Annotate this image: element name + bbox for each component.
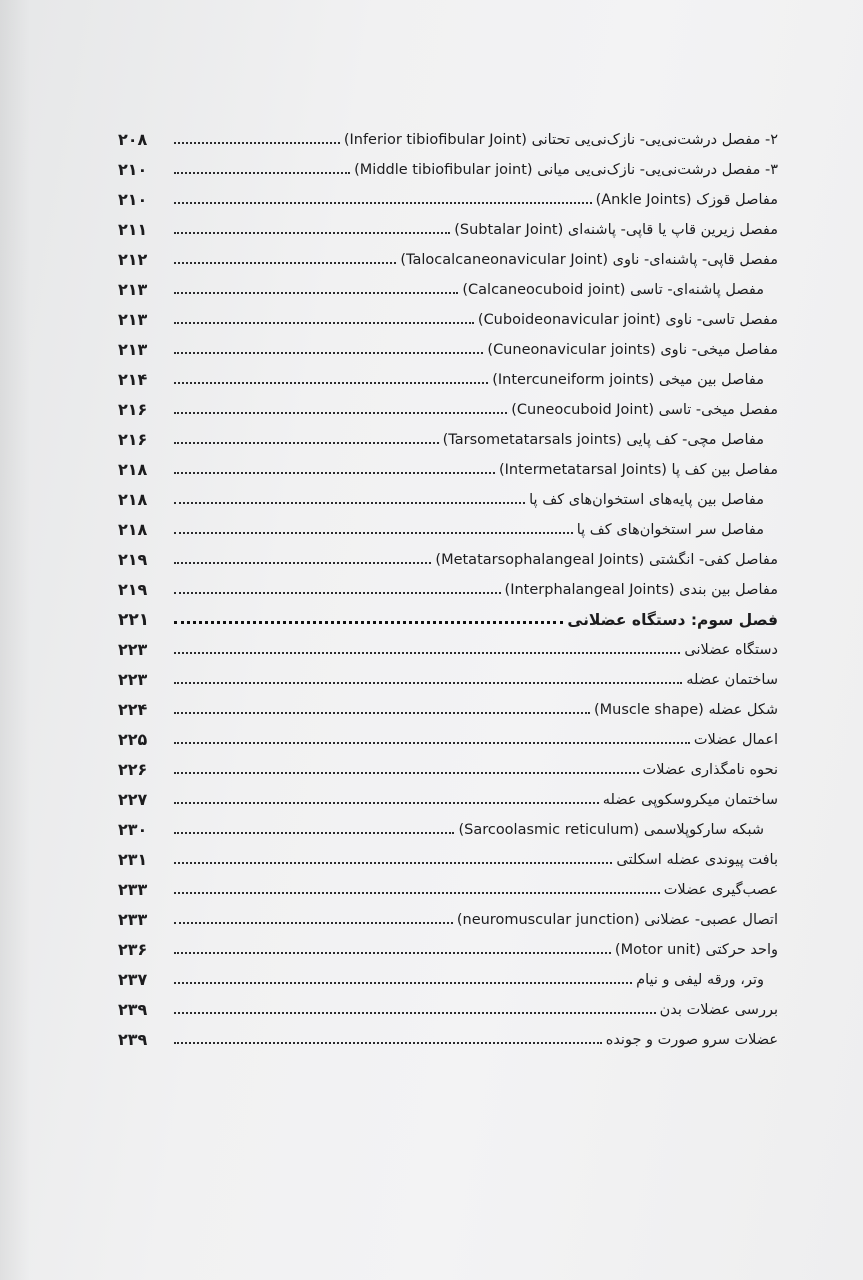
- toc-entry-page-number: ۲۱۳: [118, 340, 148, 359]
- toc-entry-title: اعمال عضلات: [693, 732, 778, 748]
- toc-entry: [118, 420, 778, 450]
- toc-entry: [118, 360, 778, 390]
- toc-entry: [118, 510, 778, 540]
- dot-leader: [174, 952, 611, 954]
- toc-entry-title: مفاصل بین پایه‌های استخوان‌های کف پا: [529, 492, 764, 508]
- toc-entry-page-number: ۲۳۷: [118, 970, 148, 989]
- dot-leader: [174, 652, 680, 654]
- chapter-heading-entry: [118, 600, 778, 630]
- toc-entry: [118, 750, 778, 780]
- toc-entry-page-number: ۲۲۱: [118, 610, 150, 630]
- toc-entry-title: مفصل پاشنه‌ای- تاسی (Calcaneocuboid joint): [462, 282, 764, 298]
- toc-entry-page-number: ۲۲۷: [118, 790, 148, 809]
- dot-leader: [174, 562, 431, 564]
- toc-entry-page-number: ۲۱۶: [118, 430, 148, 449]
- toc-entry-page-number: ۲۲۳: [118, 670, 148, 689]
- toc-entry-title: بافت پیوندی عضله اسکلتی: [616, 852, 778, 868]
- toc-entry: [118, 330, 778, 360]
- toc-entry: [118, 450, 778, 480]
- toc-entry-page-number: ۲۱۸: [118, 460, 148, 479]
- toc-entry: [118, 480, 778, 510]
- toc-entry: [118, 960, 778, 990]
- toc-entry-title: مفاصل قوزک (Ankle Joints): [595, 192, 778, 208]
- toc-entry-title: شبکه سارکوپلاسمی (Sarcoolasmic reticulum): [458, 822, 764, 838]
- toc-entry-page-number: ۲۱۹: [118, 580, 148, 599]
- toc-entry-title: مفاصل میخی- ناوی (Cuneonavicular joints): [487, 342, 778, 358]
- toc-entry-page-number: ۲۱۲: [118, 250, 148, 269]
- dot-leader: [174, 292, 458, 294]
- dot-leader: [174, 472, 495, 474]
- toc-entry-title: مفاصل بین بندی (Interphalangeal Joints): [504, 582, 778, 598]
- toc-entry-page-number: ۲۲۴: [118, 700, 148, 719]
- dot-leader: [174, 322, 474, 324]
- toc-entry-title: ساختمان میکروسکوپی عضله: [602, 792, 778, 808]
- toc-entry: [118, 990, 778, 1020]
- dot-leader: [174, 1042, 602, 1044]
- dot-leader: [174, 232, 450, 234]
- dot-leader: [174, 502, 525, 504]
- toc-entry-title: فصل سوم: دستگاه عضلانی: [567, 611, 778, 629]
- dot-leader: [174, 352, 483, 354]
- toc-entry-page-number: ۲۱۳: [118, 310, 148, 329]
- toc-entry-title: مفاصل سر استخوان‌های کف پا: [576, 522, 764, 538]
- toc-entry: [118, 840, 778, 870]
- toc-entry-page-number: ۲۱۹: [118, 550, 148, 569]
- dot-leader: [174, 922, 453, 924]
- toc-entry: [118, 150, 778, 180]
- dot-leader: [174, 832, 454, 834]
- toc-entry-title: عضلات سرو صورت و جونده: [605, 1032, 778, 1048]
- toc-entry: [118, 630, 778, 660]
- toc-entry-title: دستگاه عضلانی: [684, 642, 778, 658]
- dot-leader: [174, 621, 563, 624]
- toc-entry-title: مفصل زیرین قاپ یا قاپی- پاشنه‌ای (Subtalar Joint): [454, 222, 778, 238]
- toc-entry: [118, 180, 778, 210]
- dot-leader: [174, 202, 592, 204]
- toc-entry: [118, 690, 778, 720]
- toc-entry-page-number: ۲۱۳: [118, 280, 148, 299]
- dot-leader: [174, 262, 396, 264]
- toc-entry-title: شکل عضله (Muscle shape): [593, 702, 778, 718]
- toc-entry-page-number: ۲۲۵: [118, 730, 148, 749]
- toc-entry-page-number: ۲۲۳: [118, 640, 148, 659]
- toc-entry-title: نحوه نامگذاری عضلات: [642, 762, 778, 778]
- dot-leader: [174, 682, 682, 684]
- toc-entry-page-number: ۲۱۴: [118, 370, 148, 389]
- toc-entry-title: عصب‌گیری عضلات: [663, 882, 778, 898]
- toc-entry-title: بررسی عضلات بدن: [659, 1002, 778, 1018]
- toc-entry-title: ساختمان عضله: [686, 672, 778, 688]
- toc-entry-page-number: ۲۱۰: [118, 190, 148, 209]
- toc-entry-page-number: ۲۱۱: [118, 220, 148, 239]
- toc-entry: [118, 1020, 778, 1050]
- toc-entry-title: مفصل میخی- تاسی (Cuneocuboid Joint): [511, 402, 778, 418]
- toc-entry: [118, 780, 778, 810]
- toc-entry-title: مفاصل کفی- انگشتی (Metatarsophalangeal Joints): [435, 552, 778, 568]
- dot-leader: [174, 1012, 656, 1014]
- toc-entry: [118, 120, 778, 150]
- toc-entry-page-number: ۲۳۰: [118, 820, 148, 839]
- toc-entry-page-number: ۲۳۹: [118, 1000, 148, 1019]
- toc-entry-page-number: ۲۱۸: [118, 520, 148, 539]
- toc-entry-page-number: ۲۳۹: [118, 1030, 148, 1049]
- toc-entry: [118, 570, 778, 600]
- dot-leader: [174, 382, 488, 384]
- toc-entry-title: وتر، ورقه لیفی و نیام: [636, 972, 764, 988]
- dot-leader: [174, 442, 439, 444]
- toc-entry-page-number: ۲۱۸: [118, 490, 148, 509]
- toc-entry-page-number: ۲۳۱: [118, 850, 148, 869]
- toc-entry-title: ۳- مفصل درشت‌نی‌یی- نازک‌نی‌یی میانی (Middle tibiofibular joint): [354, 162, 778, 178]
- toc-entry-title: مفصل تاسی- ناوی (Cuboideonavicular joint): [477, 312, 778, 328]
- toc-entry: [118, 720, 778, 750]
- toc-entry-title: مفاصل بین کف پا (Intermetatarsal Joints): [498, 462, 778, 478]
- dot-leader: [174, 742, 690, 744]
- toc-entry: [118, 540, 778, 570]
- dot-leader: [174, 802, 599, 804]
- toc-entry: [118, 870, 778, 900]
- toc-entry-title: مفصل قاپی- پاشنه‌ای- ناوی (Talocalcaneonavicular Joint): [400, 252, 778, 268]
- toc-entry-page-number: ۲۱۶: [118, 400, 148, 419]
- dot-leader: [174, 982, 632, 984]
- dot-leader: [174, 592, 501, 594]
- table-of-contents: [118, 120, 778, 1050]
- dot-leader: [174, 772, 639, 774]
- toc-entry: [118, 810, 778, 840]
- dot-leader: [174, 172, 350, 174]
- toc-entry-page-number: ۲۳۳: [118, 880, 148, 899]
- toc-entry: [118, 930, 778, 960]
- toc-entry: [118, 660, 778, 690]
- dot-leader: [174, 892, 660, 894]
- dot-leader: [174, 142, 340, 144]
- toc-entry: [118, 210, 778, 240]
- dot-leader: [174, 412, 507, 414]
- toc-entry-page-number: ۲۲۶: [118, 760, 148, 779]
- toc-entry-title: مفاصل مچی- کف پایی (Tarsometatarsals joints): [442, 432, 764, 448]
- toc-entry: [118, 390, 778, 420]
- toc-entry: [118, 270, 778, 300]
- toc-entry-page-number: ۲۳۳: [118, 910, 148, 929]
- dot-leader: [174, 532, 573, 534]
- dot-leader: [174, 712, 590, 714]
- toc-entry-title: اتصال عصبی- عضلانی (neuromuscular junction): [456, 912, 778, 928]
- toc-entry-page-number: ۲۱۰: [118, 160, 148, 179]
- toc-entry-title: ۲- مفصل درشت‌نی‌یی- نازک‌نی‌یی تحتانی (Inferior tibiofibular Joint): [343, 132, 778, 148]
- toc-entry: [118, 240, 778, 270]
- toc-entry-page-number: ۲۰۸: [118, 130, 148, 149]
- toc-entry: [118, 300, 778, 330]
- toc-entry-title: واحد حرکتی (Motor unit): [614, 942, 778, 958]
- dot-leader: [174, 862, 612, 864]
- toc-entry: [118, 900, 778, 930]
- page-shadow: [0, 0, 30, 1280]
- toc-entry-page-number: ۲۳۶: [118, 940, 148, 959]
- toc-entry-title: مفاصل بین میخی (Intercuneiform joints): [492, 372, 764, 388]
